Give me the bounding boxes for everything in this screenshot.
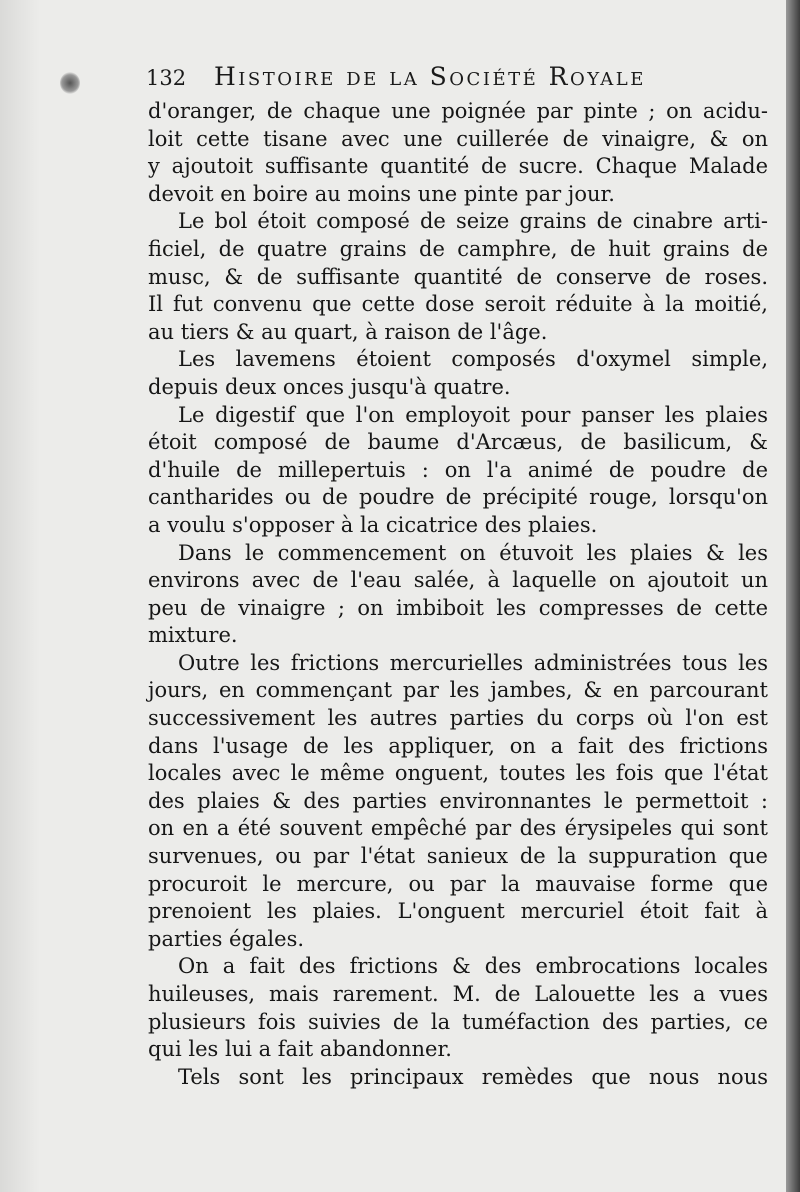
paragraph (148, 208, 768, 346)
text-line: y ajoutoit suffisante quantité de sucre. Chaque Malade (148, 154, 768, 179)
text-line: parties égales. (148, 926, 305, 951)
text-line: a voulu s'opposer à la cicatrice des plaies. (148, 512, 598, 537)
text-line: ficiel, de quatre grains de camphre, de huit grains de (148, 236, 768, 261)
page-number: 132 (146, 66, 187, 90)
text-line: Le bol étoit composé de seize grains de cinabre arti- (178, 209, 768, 234)
text-line: procuroit le mercure, ou par la mauvaise forme que (148, 871, 768, 896)
paragraph (148, 98, 768, 208)
text-line: environs avec de l'eau salée, à laquelle on ajoutoit un (148, 568, 768, 593)
paragraph (148, 650, 768, 954)
text-line: qui les lui a fait abandonner. (148, 1037, 452, 1062)
text-line: Il fut convenu que cette dose seroit réduite à la moitié, (148, 292, 768, 317)
text-line: Outre les frictions mercurielles administrées tous les (178, 650, 768, 675)
text-line: survenues, ou par l'état sanieux de la suppuration que (148, 844, 768, 869)
text-line: devoit en boire au moins une pinte par jour. (148, 181, 615, 206)
paragraph (148, 346, 768, 401)
text-line: plusieurs fois suivies de la tuméfaction des parties, ce (148, 1009, 768, 1034)
running-head (146, 58, 776, 98)
text-line: locales avec le même onguent, toutes les fois que l'état (148, 761, 768, 786)
text-line: Les lavemens étoient composés d'oxymel simple, (178, 347, 768, 372)
text-line: musc, & de suffisante quantité de conserve de roses. (148, 264, 768, 289)
gutter-shadow (0, 0, 40, 1192)
paragraph (148, 540, 768, 650)
text-line: Le digestif que l'on employoit pour panser les plaies (178, 402, 768, 427)
text-line: On a fait des frictions & des embrocations locales (178, 954, 768, 979)
text-line: cantharides ou de poudre de précipité rouge, lorsqu'on (148, 485, 768, 510)
text-line: dans l'usage de les appliquer, on a fait des frictions (148, 733, 768, 758)
ink-blot (60, 72, 80, 94)
text-line: d'oranger, de chaque une poignée par pinte ; on acidu- (148, 99, 768, 123)
text-line: huileuses, mais rarement. M. de Lalouette les a vues (148, 982, 768, 1006)
text-line: successivement les autres parties du corps où l'on est (148, 706, 768, 731)
text-line: depuis deux onces jusqu'à quatre. (148, 374, 511, 399)
text-line: Tels sont les principaux remèdes que nous nous (178, 1064, 768, 1089)
running-title: Histoire de la Société Royale (214, 62, 646, 91)
text-line: mixture. (148, 623, 238, 648)
text-line: Dans le commencement on étuvoit les plaies & les (178, 540, 768, 565)
paragraph (148, 402, 768, 540)
text-line: étoit composé de baume d'Arcæus, de basilicum, & (148, 430, 768, 455)
body-text (148, 98, 768, 1091)
text-line: prenoient les plaies. L'onguent mercuriel étoit fait à (148, 899, 768, 924)
text-line: peu de vinaigre ; on imbiboit les compresses de cette (148, 595, 768, 620)
paragraph (148, 1064, 768, 1092)
page-edge (786, 0, 800, 1192)
text-line: d'huile de millepertuis : on l'a animé de poudre de (148, 457, 768, 482)
text-line: on en a été souvent empêché par des érysipeles qui sont (148, 816, 768, 841)
paragraph (148, 953, 768, 1063)
text-line: au tiers & au quart, à raison de l'âge. (148, 319, 548, 344)
text-line: des plaies & des parties environnantes le permettoit : (148, 788, 768, 813)
text-line: jours, en commençant par les jambes, & en parcourant (148, 678, 768, 703)
text-line: loit cette tisane avec une cuillerée de vinaigre, & on (148, 126, 768, 151)
